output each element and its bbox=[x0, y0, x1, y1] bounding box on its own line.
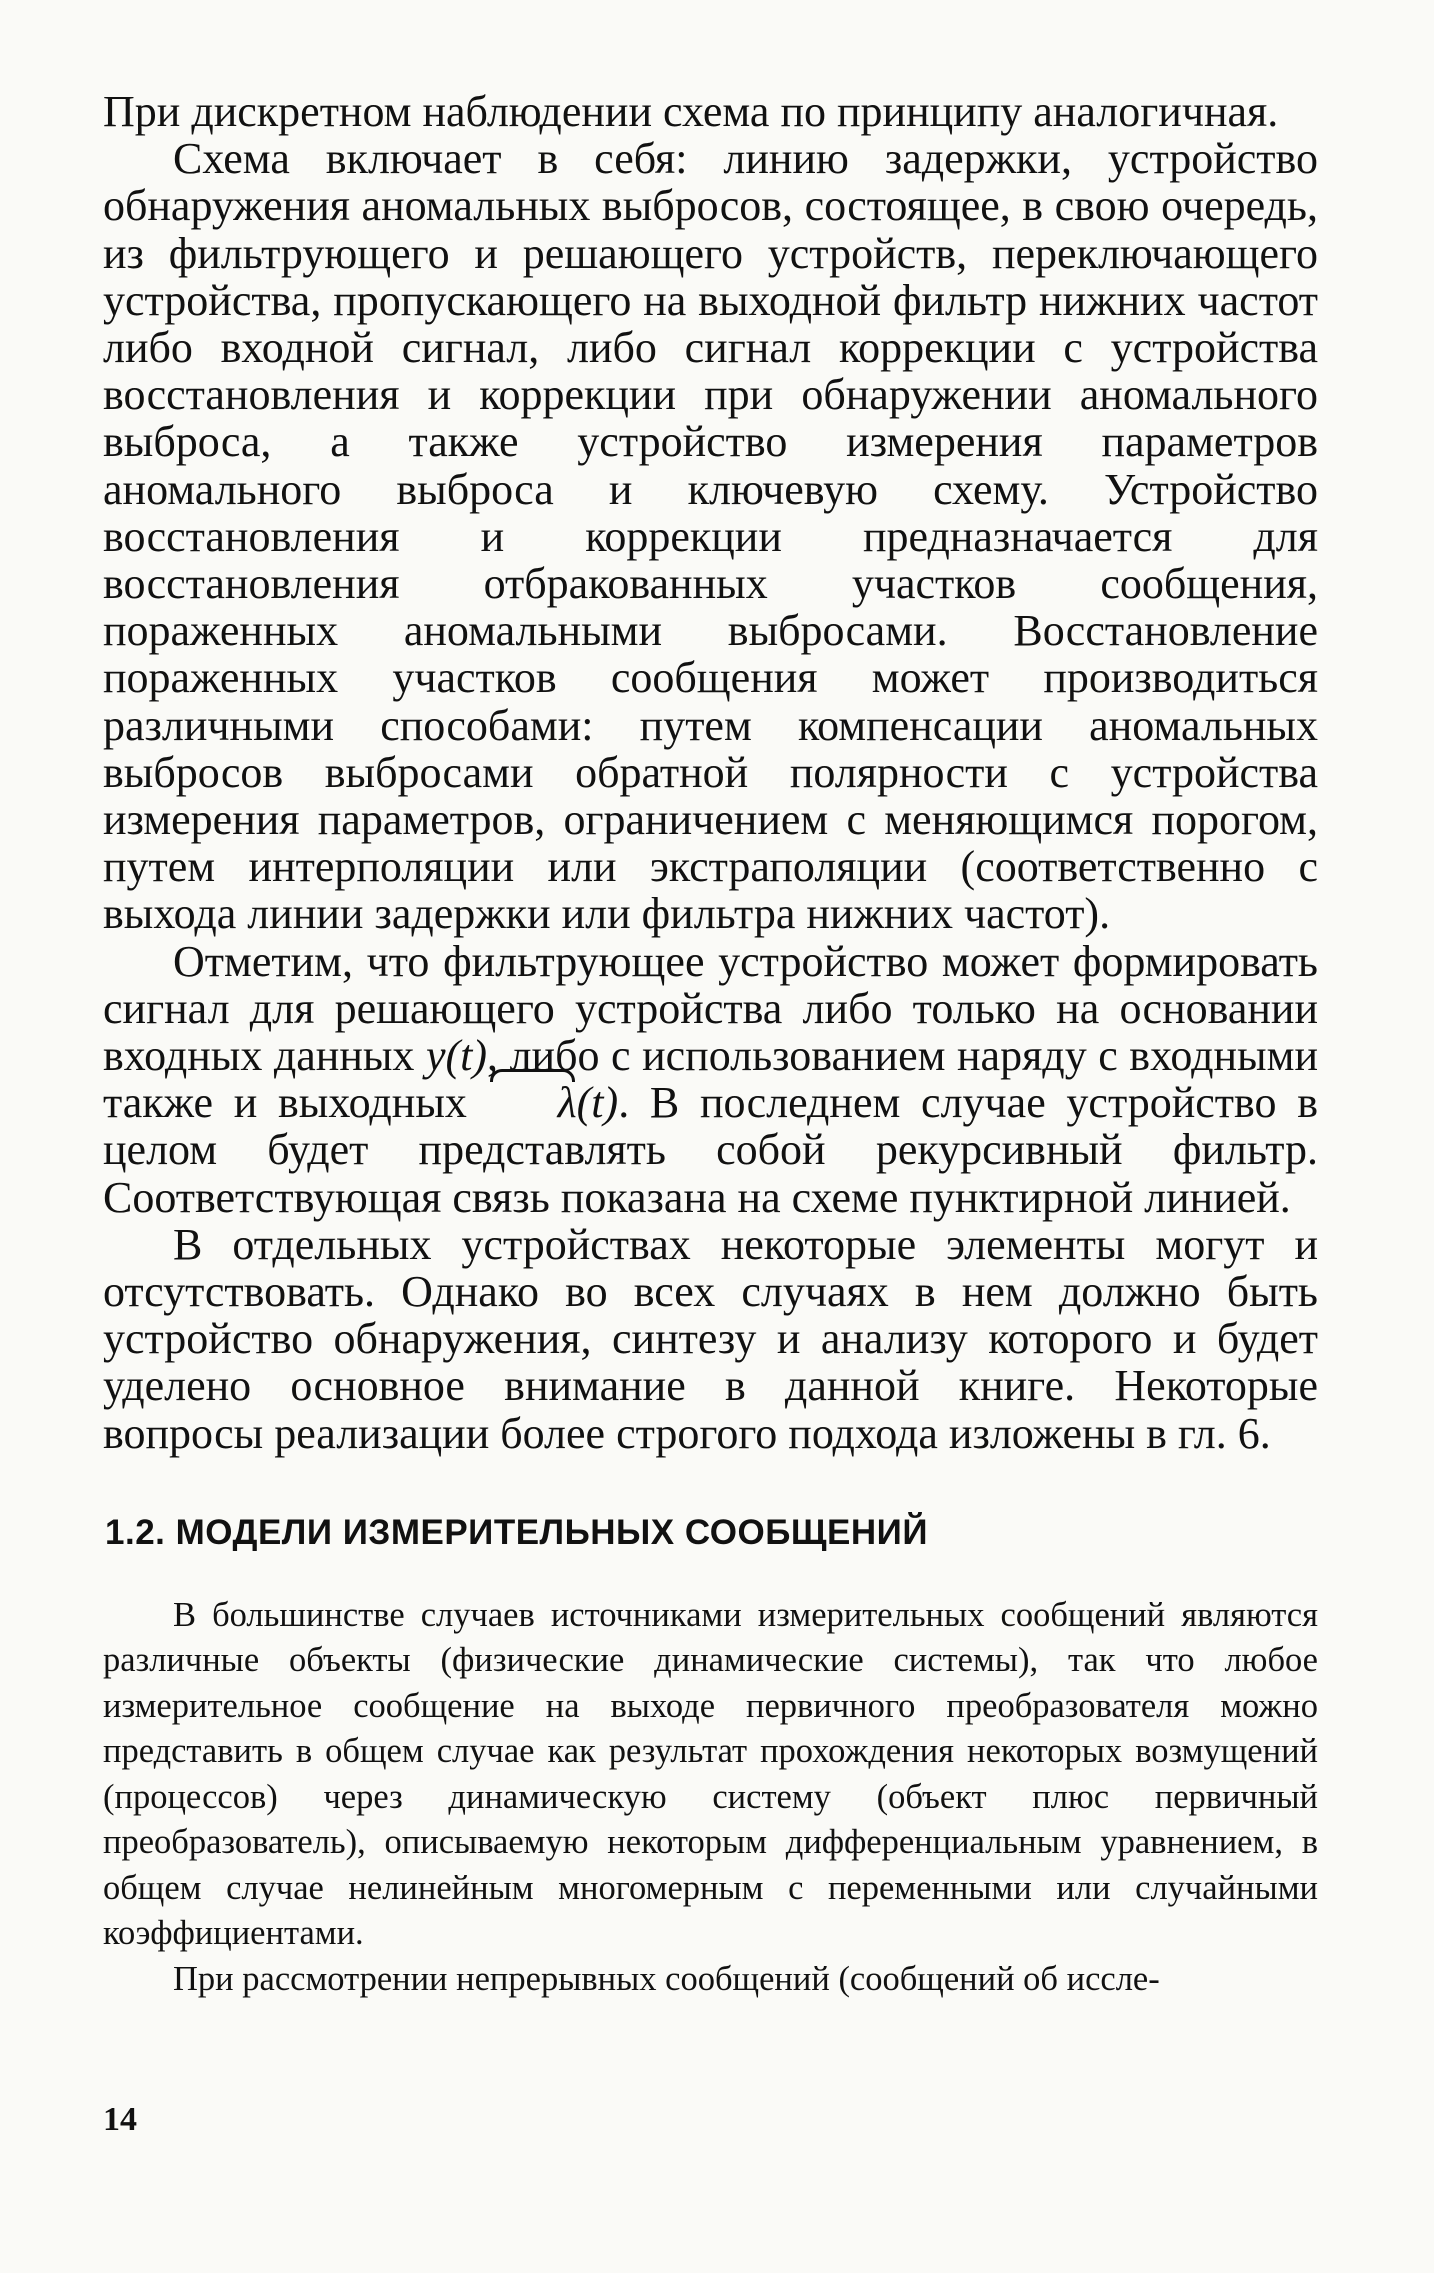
section-paragraph-1: В большинстве случаев источниками измерительных сообщений являются различные объекты (физические динамические системы), так что любое измерительное сообщение на выходе первичного преобразователя можно представить в общем случае как результат прохождения некоторых возмущений (процессов) через динамическую систему (объект плюс первичный преобразователь), описываемую некоторым дифференциальным уравнением, в общем случае нелинейным многомерным с переменными или случайными коэффициентами. bbox=[103, 1595, 1318, 1953]
paragraph-2: Схема включает в себя: линию задержки, устройство обнаружения аномальных выбросов, состоящее, в свою очередь, из фильтрующего и решающего устройств, переключающего устройства, пропускающего на выходной фильтр нижних частот либо входной сигнал, либо сигнал коррекции с устройства восстановления и коррекции при обнаружении аномального выброса, а также устройство измерения параметров аномального выброса и ключевую схему. Устройство восстановления и коррекции предназначается для восстановления отбракованных участков сообщения, пораженных аномальными выбросами. Восстановление пораженных участков сообщения может производиться различными способами: путем компенсации аномальных выбросов выбросами обратной полярности с устройства измерения параметров, ограничением с меняющимся порогом, путем интерполяции или экстраполяции (соответственно с выхода линии задержки или фильтра нижних частот). bbox=[103, 134, 1318, 939]
book-page bbox=[103, 88, 1318, 2238]
math-y-of-t: y(t) bbox=[425, 1031, 488, 1081]
paragraph-3-text-before: Отметим, что фильтрующее устройство может формировать сигнал для решающего устройства либо только на основании входных данных bbox=[103, 936, 1318, 1081]
page-number: 14 bbox=[103, 2101, 137, 2138]
paragraph-3-text-after: . В последнем случае устройство в целом будет представлять собой рекурсивный фильтр. Соответствующая связь показана на схеме пунктирной линией. bbox=[103, 1078, 1318, 1222]
paragraph-1: При дискретном наблюдении схема по принципу аналогичная. bbox=[103, 87, 1279, 136]
paragraph-4: В отдельных устройствах некоторые элементы могут и отсутствовать. Однако во всех случаях в нем должно быть устройство обнаружения, синтезу и анализу которого и будет уделено основное внимание в данной книге. Некоторые вопросы реализации более строгого подхода изложены в гл. 6. bbox=[103, 1219, 1318, 1458]
math-lambda-hat: λ bbox=[488, 1079, 577, 1126]
paragraph-3 bbox=[103, 938, 1318, 1221]
section-heading: 1.2. МОДЕЛИ ИЗМЕРИТЕЛЬНЫХ СООБЩЕНИЙ bbox=[105, 1512, 928, 1552]
section-paragraph-2: При рассмотрении непрерывных сообщений (сообщений об иссле- bbox=[173, 1959, 1160, 1998]
math-lambda-argument: (t) bbox=[576, 1078, 619, 1128]
paragraph-3-text-middle: , либо с использованием наряду с входными также и выходных bbox=[103, 1031, 1319, 1128]
